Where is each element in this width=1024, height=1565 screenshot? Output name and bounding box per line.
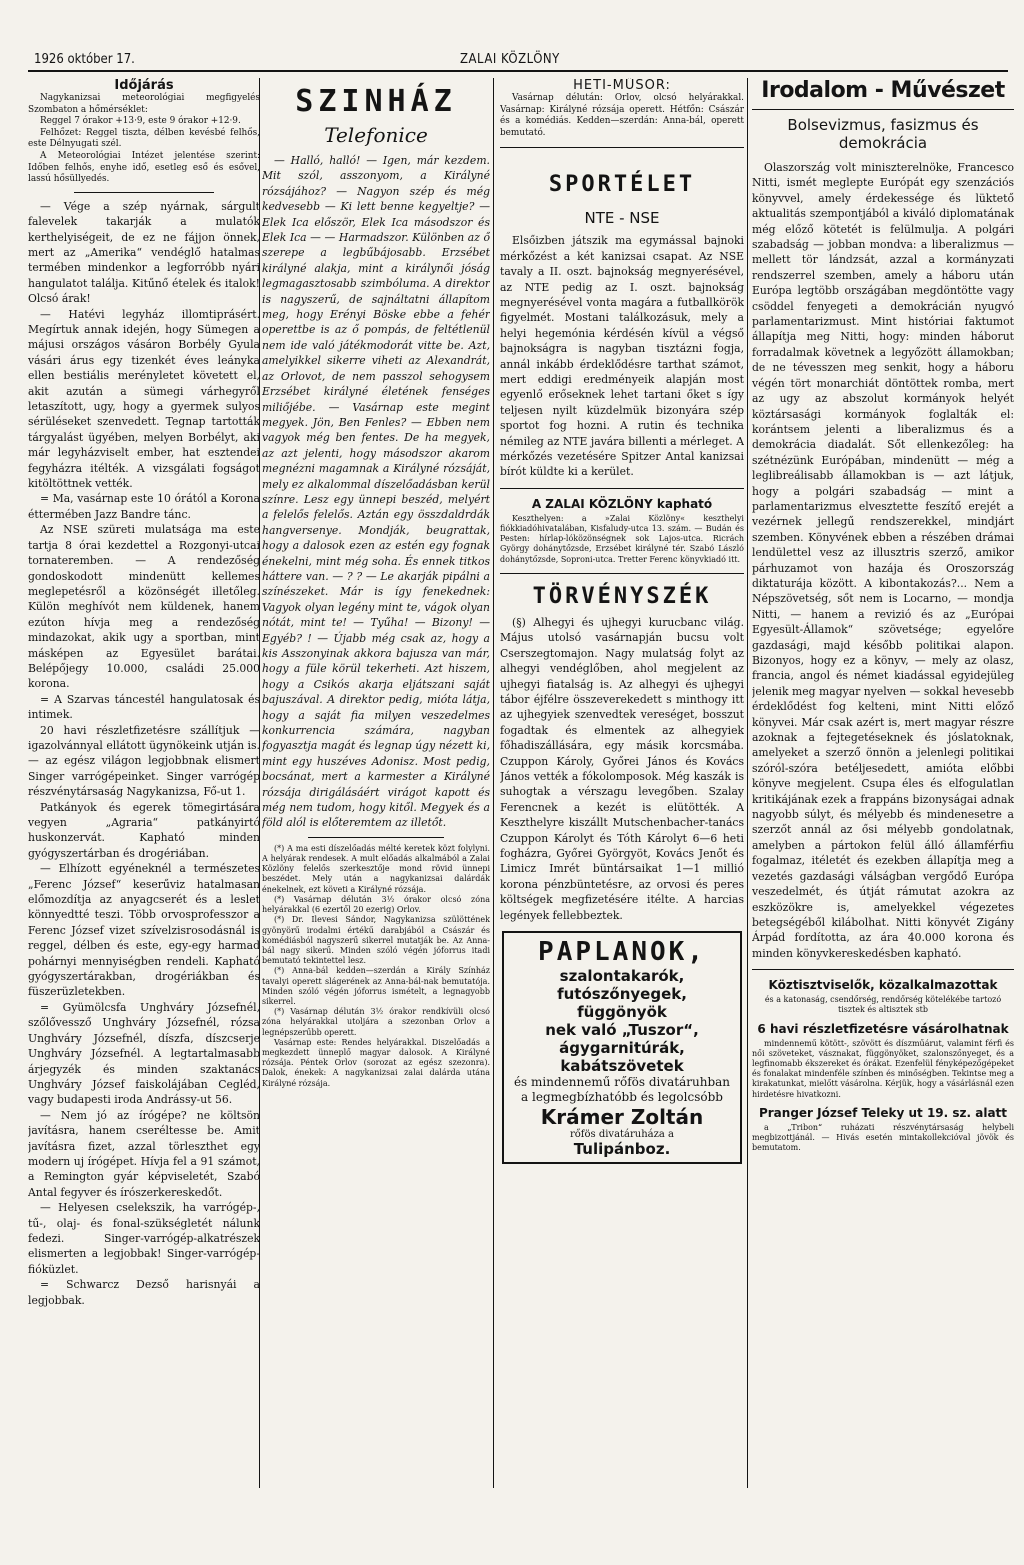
theatre-note-3: (*) Dr. Ilevesi Sándor, Nagykanizsa szülöttének gyönyörű irodalmi értékű darabjából a Császár és komédiásból nagyszerű sikerrel mutatják be. Az Anna-bál nagy sikerű. Minden szóló végén jóforrus itadi bemutató tekintettel lesz. xyxy=(262,915,490,966)
news-item-irogep: — Nem jó az írógépe? ne költsön javításra, hanem cseréltesse be. Amit javításra fizet, azzal törleszthet egy modern uj írógépet. Hívja fel a 91 számot, a Remington gyár képviseletét, Szabó Antal fegyver és írószerkereskedőt. xyxy=(28,1108,260,1199)
news-item-szarvas: = A Szarvas táncestél hangulatosak és intimek. xyxy=(28,692,260,722)
box1-title: Köztisztviselők, közalkalmazottak xyxy=(768,978,998,993)
court-title: TÖRVÉNYSZÉK xyxy=(532,583,712,609)
masthead xyxy=(28,54,1008,72)
news-item-varrogep: — Helyesen cselekszik, ha varrógép-, tű-, olaj- és fonal-szükségletét nálunk fedezi. Singer-varrógép-alkatrészek elismerten a legjobbak! Singer-varrógép-fióküzlet. xyxy=(28,1201,260,1276)
literature-title: Irodalom - Művészet xyxy=(761,78,1005,103)
box1-text: és a katonaság, csendőrség, rendőrség kötelékébe tartozó tisztek és altisztek stb xyxy=(764,995,1002,1015)
column-literature xyxy=(752,78,1014,1153)
news-item-fegyhaz: — Hatévi legyház illomtiprásért. Megírtuk annak idején, hogy Sümegen a májusi országos vásáron Borbély Gyula vásári árus egy tizenkét éves leányka ellen bestiális merényletet követett el, akit azután a sümegi várhegyről letaszított, ugy, hogy a gyermek sulyos sérüléseket szenvedett. Tegnap tartották tárgyalást ügyében, melyen Borbélyt, aki már legyházviselt ember, hat esztendei fegyházra itélték. A vizsgálati fogságot kitöltöttnek vették. xyxy=(28,307,260,491)
kaphato-title: A ZALAI KÖZLÖNY kapható xyxy=(531,496,713,511)
theatre-header xyxy=(262,84,490,147)
ad-shop-name: Krámer Zoltán xyxy=(540,1105,704,1130)
court-article: (§) Alhegyi és ujhegyi kurucbanc világ. Május utolsó vasárnapján bucsu volt Cserszegtomajon. Nagy mulatság folyt az alhegyi vendéglőben, ahol megjelent az ujhegyi fiatalság is. Az alhegyi és ujhegyi tábor éjfélre összeverekedett s minthogy itt az ujhegyiek szenvedtek vereséget, bosszut fogadtak és elmentek az alhegyiek főhadiszállására, egy másik korcsmába. Czuppon Károly, Győrei János és Kovács János vették a fókolomposok. Még kaszák is suhogtak a vérszagu levegőben. Szalay Ferencnek a kezét is elütötték. A Keszthelyre kiszállt Mutschenbacher-tanács Czuppon Károlyt és Tóth Károlyt 6—6 heti fogházra, Győrei Györgyöt, Kovács Jenőt és Limicz Imrét büntársaikat 1—1 millió korona pénzbüntetésre, az orvosi és peres költségek megfizetésére itélte. A harcias legények fellebbeztek. xyxy=(500,615,744,922)
literature-divider xyxy=(752,109,1014,110)
sport-subtitle: NTE - NSE xyxy=(584,209,660,228)
ad-line-2: nek való „Tuszor“, xyxy=(545,1021,699,1040)
weather-divider xyxy=(74,192,213,193)
ad-title: PAPLANOK, xyxy=(538,937,706,968)
theatre-note-6: Vasárnap este: Rendes helyárakkal. Diszelőadás a megkezdett ünneplő magyar dalosok. A Királyné rózsája. Péntek Orlov (sorozat az egész szezonra). Dalok, énekek: A nagykanizsai zalai dalárda utána Királyné rózsája. xyxy=(262,1037,490,1088)
news-item-unghvary: = Gyümölcsfa Unghváry Józsefnél, szőlővessző Unghváry Józsefnél, rózsa Unghváry Józsefnél, díszfa, díszcserje Unghváry Józsefnél. A legtartalmasabb árjegyzék és minden szaktanács Unghváry József faiskolájában Cegléd, vagy budapesti iroda Andrássy-ut 56. xyxy=(28,1000,260,1107)
weather-line-3: Felhőzet: Reggel tiszta, délben kevésbé felhős, este Délnyugati szél. xyxy=(28,127,260,150)
ad-line-6: Tulipánboz. xyxy=(573,1140,671,1159)
news-item-ferenc-jozsef: — Elhízott egyéneknél a természetes „Ferenc József“ keserűviz hatalmasan előmozdítja az anyagcserét és a leslet könnyedtté teszi. Több orvosprofesszor a Ferenc József vizet szívelzisrosodásnál is reggel, délben és este, egy-egy harmad pohárnyi mennyiségben rendeli. Kapható gyógyszertárakban, drogériákban és füszerüzletekben. xyxy=(28,862,260,999)
kramer-advertisement xyxy=(502,931,742,1164)
column-sport xyxy=(500,78,744,1172)
theatre-dialogue: — Halló, halló! — Igen, már kezdem. Mit szól, asszonyom, a Királyné rózsájához? — Nagyon szép és még kedvesebb — Ki lett benne kegyeltje? — Elek Ica először, Elek Ica másodszor és Elek Ica — — Harmadszor. Különben az ő szerepe a legbűbájosabb. Erzsébet királyné alakja, mint a királynői jóság legmagasztosabb szimbóluma. A direktor is nagyszerű, de sajnáltatni állapítom meg, hogy Erényi Böske ebbe a fehér operettbe is az ő pompás, de feltétlenül nem ide való játékmodorát vitte be. Azt, amelyikkel sikerre viheti az Alexandrát, az Orlovot, de nem passzol sehogysem Erzsébet királyné életének fenséges miliőjébe. — Vasárnap este megint megyek. Jön, Ben Fenles? — Ebben nem vagyok még ben fentes. De ha megyek, az azt jelenti, hogy másodszor akarom megnézni magamnak a Királyné rózsáját, mely ez alkalommal díszelőadásban kerül színre. Lesz egy ünnepi beszéd, melyért a felelős felelős. Aztán egy összdaldrdák hangversenye. Mondják, beugrattak, hogy a dalosok ezen az estén egy fognak énekelni, mint még soha. És ennek titkos háttere van. — ? ? — Le akarják pipálni a színészeket. Már is így fenekednek: Vagyok olyan legény mint te, vágok olyan nótát, mint te! — Tyűha! — Bizony! — Egyéb? ! — Újabb még csak az, hogy a kis Asszonyinak akkora bajusza van már, hogy a füle körül tekerheti. Azt hiszem, hogy a Csikós akarja eljátszani saját bajuszával. A direktor pedig, mióta látja, hogy a saját fia milyen veszedelmes konkurrencia számára, nagyban fogyasztja magát és legnap úgy nézett ki, mint egy huszéves Adonisz. Most pedig, bocsánat, mert a karmester a Királyné rózsája dirigálásáért virágot kapott és még nem tudom, hogy kitől. Megyek és a föld alól is előteremtem az illetőt. xyxy=(262,154,490,830)
box3-text: a „Tribon“ ruházati részvénytársaság helybeli megbizottjánál. — Hivás esetén mintakollekcióval jövök és bemutatom. xyxy=(752,1122,1014,1153)
column-theatre xyxy=(262,78,490,1089)
weekly-program-title: HETI-MŰSOR: xyxy=(573,78,671,93)
court-divider xyxy=(500,573,744,574)
weather-line-2: Reggel 7 órakor +13·9, este 9 órakor +12·9. xyxy=(40,116,241,127)
news-item-korona: = Ma, vasárnap este 10 órától a Korona éttermében Jazz Bandre tánc. xyxy=(28,492,260,521)
news-item-agraria: Patkányok és egerek tömegirtására vegyen „Agraria“ patkányirtó huskonzervát. Kapható minden gyógyszertárban és drogériában. xyxy=(28,800,260,860)
column-rule-3 xyxy=(747,78,748,1488)
theatre-note-4: (*) Anna-bál kedden—szerdán a Király Színház tavalyi operett slágerének az Anna-bál-nak bemutatója. Minden szóló végén jóforrus ismételt, a legnagyobb sikerrel. xyxy=(262,966,490,1006)
issue-date: 1926 október 17. xyxy=(34,52,135,67)
news-item-amerika: — Vége a szép nyárnak, sárgult falevelek takarják a mulatók kerthelyiségeit, de ez ne fájjon önnek, mert az „Amerika“ vendéglő hatalmas termében mindenkor a legforróbb nyári hangulatot találja. Kitűnő ételek és italok! Olcsó árak! xyxy=(28,199,260,306)
box2-text: mindennemű kötött-, szövött és díszműárut, valamint férfi és női szöveteket, vásznakat, függönyöket, szalonszőnyeget, és a legfinomabb ékszereket és órákat. Ezenfelül fényképezőgépeket és fonalakat mindenféle színben és minőségben. Tekintse meg a kirakatunkat, mielőtt vásárolna. Kérjük, hogy a vásárlásnál ezen hirdetésre hivatkozni. xyxy=(752,1038,1014,1099)
theatre-divider xyxy=(308,837,445,838)
kaphato-divider xyxy=(500,488,744,489)
sport-article: Elsőizben játszik ma egymással bajnoki mérkőzést a két kanizsai csapat. Az NSE tavaly a II. oszt. bajnokság megnyerésével, az NTE pedig az I. oszt. bajnokság megnyerésével vonta magára a futballkörök figyelmét. Mostani találkozásuk, mely a helyi hegemónia kérdésén kívül a végső bajnokságra is nagyban tisztázni fogja, annál inkább érdeklődésre tarthat számot, mert eddigi eredményeik alapján most egyenlő erőseknek lehet tartani őket s így teljesen nyilt küzdelmük bizonyára szép sportot fog hozni. A rutin és technika némileg az NTE javára billenti a mérleget. A mérkőzés vezetésére Spitzer Antal kanizsai bírót küldte ki a kerület. xyxy=(500,234,744,479)
weather-title: Időjárás xyxy=(114,78,174,93)
news-item-singer: 20 havi részletfizetésre szállítjuk — igazolvánnyal ellátott ügynökeink utján is. — az egész világon legjobbnak elismert Singer varrógépeinket. Singer varrógép részvénytársaság Nagykanizsa, Fő-ut 1. xyxy=(28,723,260,799)
literature-article: Olaszország volt miniszterelnöke, Francesco Nitti, ismét meglepte Európát egy szenzációs könyvvel, amely érdekessége és lüktető aktualitás szempontjából a kiváló diplomatának még előző kötetét is felülmulja. A polgári szabadság — jobban mondva: a liberalizmus — mellett tör lándzsát, azzal a kormányzati rendszerrel szemben, amely a háboru után Európa legtöbb országában megdöntötte vagy csöddel fenyegeti a demokrácián nyugvó parlamentarizmust. Mint históriai faktumot állapítja meg Nitti, hogy: minden háborut forradalmak követnek a legyőzött államokban; de ne tévesszen meg senkit, hogy a háboru végén tört monarchiát döntöttek romba, mert az ugy az abszolut kormányok helyét köztársasági kormányok foglalták el: korántsem jelenti a liberalizmus és a demokrácia diadalát. Sőt ellenkezőleg: ha szétnézünk Európában, mindenütt — még a leglibreálisabb államokban is — azt látjuk, hogy a polgári szabadság — mint a parlamentarizmus elvesztette feszítő erejét a vezérnek jellegű rendszerekkel, mindjárt szemben. Könyvének ebben a részében drámai lendülettel vesz az illusztris szerző, amikor párhuzamot von hazája és Oroszország diktaturája között. A kibontakozás?... Nem a Népszövetség, sőt nem is Locarno, — mondja Nitti, — hanem a revizió és az „Európai Egyesült-Államok“ szövetsége; egyelőre gazdasági, majd később politikai alapon. Bizonyos, hogy ez a könyv, — mely az olasz, francia, angol és német kiadással egyidejüleg jelenik meg magyar nyelven — sokkal hevesebb érdeklődést fog kelteni, mint Nitti előző könyvei. Már csak azért is, mert magyar részre azoknak a fejtegetéseknek és jóslatoknak, amelyeket a szerző önnön a jelenlegi politikai szóról-szóra betéljesedett, amióta előbbi könyve megjelent. Csupa éles és elfogulatlan kritikájának ezek a frappáns bizonyságai adnak nagyobb súlyt, és mélyebb és mindenesetre a szerzőt annál az ősi mélyebb gondolatnak, amelyben a pártokon felül álló államférfiu fogalmaz, itéletét és ezekben állapítja meg a vezetés gazdasági válságban vergődő Európa veszedelmét, és útját rámutat azokra az eszközökre is, amelyekkel végezetes betegségéből kilábolhat. Nitti könyvét Zigány Árpád fordította, az ára 40.000 korona és minden könyvkereskedésben kapható. xyxy=(752,161,1014,960)
ad-line-3: ágygarnitúrák, kabátszövetek xyxy=(559,1039,685,1076)
box3-title: Pranger József Teleky ut 19. sz. alatt xyxy=(758,1105,1008,1120)
theatre-note-5: (*) Vasárnap délután 3½ órakor rendkívüli olcsó zóna helyárakkal utoljára a szezonban Orlov a legnépszerűbb operett. xyxy=(262,1007,490,1037)
ad-line-4: és mindennemű rőfös divatáruhban a legmegbízhatóbb és legolcsóbb xyxy=(513,1075,731,1105)
literature-subtitle: Bolsevizmus, fasizmus és demokrácia xyxy=(787,116,979,152)
ad-line-5: rőfös divatáruháza a xyxy=(569,1129,675,1141)
news-item-schwarcz: = Schwarcz Dezső harisnyái a legjobbak. xyxy=(28,1278,260,1307)
paper-name: ZALAI KÖZLÖNY xyxy=(460,52,560,67)
weekly-program: Vasárnap délután: Orlov, olcsó helyárakkal. Vasárnap: Királyné rózsája operett. Hétfőn: Császár és a komédiás. Kedden—szerdán: Anna-bál, operett bemutató. xyxy=(500,93,744,138)
weather-line-1: Nagykanizsai meteorológiai megfigyelés Szombaton a hőmérséklet: xyxy=(28,93,260,115)
box2-title: 6 havi részletfizetésre vásárolhatnak xyxy=(757,1021,1009,1036)
box-divider xyxy=(752,969,1014,970)
kaphato-text: Keszthelyen: a »Zalai Közlöny« keszthelyi fiókkiadóhivatalában, Kisfaludy-utca 13. szám. — Budán és Pesten: hírlap-lóközönségnek sok Lajos-utca. Ricrách György dohánytőzsde, Erzsébet királyné tér. Szabó László dohánytőzsde, Soproni-utca. Tretter Ferenc könyvkiadó itt. xyxy=(500,513,744,564)
sport-title: SPORTÉLET xyxy=(548,172,696,198)
theatre-subtitle: Telefonice xyxy=(324,123,428,147)
theatre-note-2: (*) Vasárnap délután 3½ órakor olcsó zóna helyárakkal (6 ezertől 20 ezerig) Orlov. xyxy=(262,894,490,915)
column-news xyxy=(28,78,260,1308)
sport-divider xyxy=(500,147,744,148)
weather-line-4: A Meteorológiai Intézet jelentése szerint: Időben felhős, enyhe idő, esetleg eső és esővel, lassú hősüllyedés. xyxy=(28,150,260,185)
theatre-note-1: (*) A ma esti díszelőadás mélté keretek közt folylyni. A helyárak rendesek. A mult előadás alkalmából a Zalai Közlöny felelős szerkesztője mond rövid ünnepi beszédet. Mely után a nagykanizsai dalárdák énekelnek, ezt követi a Királyné rózsája. xyxy=(262,843,490,894)
column-rule-2 xyxy=(493,78,494,1488)
theatre-title: SZINHÁZ xyxy=(295,84,457,119)
news-item-nse: Az NSE szüreti mulatsága ma este tartja 8 órai kezdettel a Rozgonyi-utcai tornateremben. — A rendezőség gondoskodott mindenütt kellemes meglepetésről a közönségét illetőleg. Külön meghívót nem küldenek, hanem ezúton hívja meg a rendezőség mindazokat, akik ugy a sportban, mint másképen az Egyesület barátai. Belépőjegy 10.000, családi 25.000 korona. xyxy=(28,523,260,691)
ad-line-1: szalontakarók, futószőnyegek, függönyök xyxy=(557,967,687,1022)
